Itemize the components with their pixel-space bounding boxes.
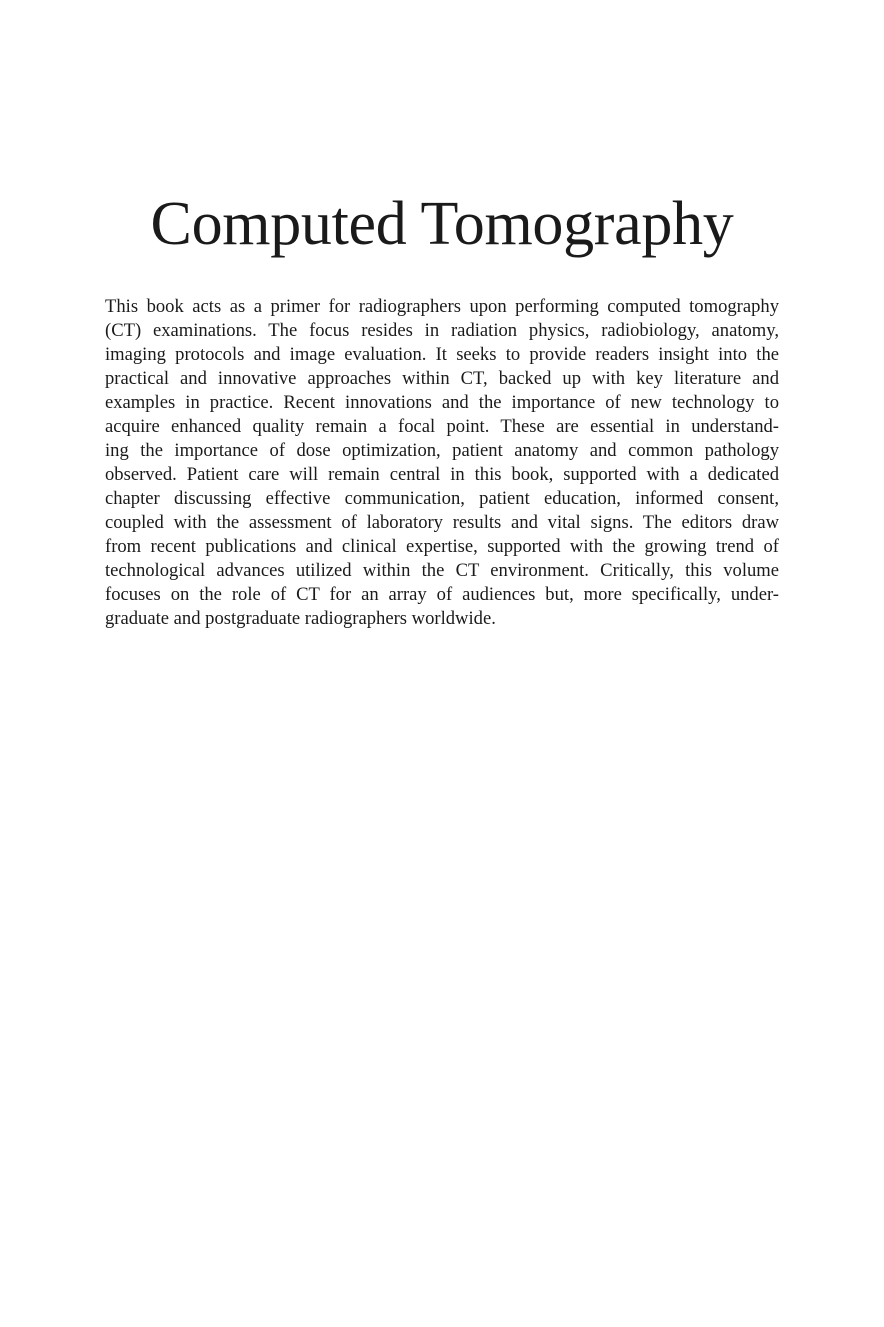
description-line: This book acts as a primer for radiographers upon performing computed tomography (105, 296, 779, 317)
description-line: observed. Patient care will remain central in this book, supported with a dedicated (105, 464, 779, 485)
description-line: practical and innovative approaches within CT, backed up with key literature and (105, 368, 779, 389)
book-title: Computed Tomography (150, 190, 734, 258)
description-line: chapter discussing effective communication, patient education, informed consent, (105, 488, 779, 509)
description-line: acquire enhanced quality remain a focal point. These are essential in understand- (105, 416, 779, 437)
description-line: coupled with the assessment of laboratory results and vital signs. The editors draw (105, 512, 779, 533)
description-line: graduate and postgraduate radiographers worldwide. (105, 608, 496, 629)
description-line: focuses on the role of CT for an array of audiences but, more specifically, under- (105, 584, 779, 605)
book-description (105, 295, 779, 631)
description-line: examples in practice. Recent innovations and the importance of new technology to (105, 392, 779, 413)
description-line: technological advances utilized within the CT environment. Critically, this volume (105, 560, 779, 581)
description-line: (CT) examinations. The focus resides in radiation physics, radiobiology, anatomy, (105, 320, 779, 341)
description-line: from recent publications and clinical expertise, supported with the growing trend of (105, 536, 779, 557)
description-line: imaging protocols and image evaluation. It seeks to provide readers insight into the (105, 344, 779, 365)
description-line: ing the importance of dose optimization, patient anatomy and common pathology (105, 440, 779, 461)
